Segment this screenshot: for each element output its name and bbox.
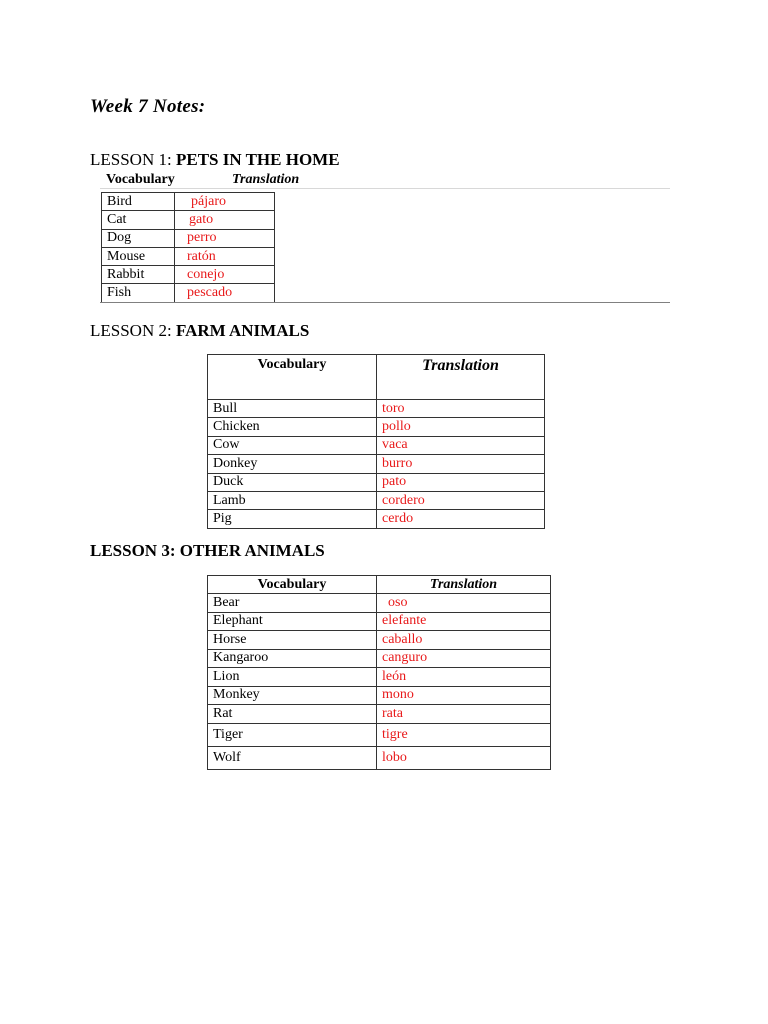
translation-cell: lobo — [377, 746, 551, 769]
translation-cell: vaca — [377, 436, 545, 454]
table-row — [208, 594, 551, 613]
vocab-cell: Monkey — [208, 686, 377, 705]
lesson1-col-translation: Translation — [232, 172, 300, 187]
lesson2-table — [207, 354, 545, 529]
table-row — [208, 746, 551, 769]
vocab-cell: Donkey — [208, 455, 377, 473]
table-row — [208, 491, 545, 509]
table-row — [208, 686, 551, 705]
table-row — [208, 612, 551, 631]
vocab-cell: Lion — [208, 668, 377, 687]
vocab-cell: Mouse — [102, 247, 175, 265]
translation-cell: canguro — [377, 649, 551, 668]
translation-cell: león — [377, 668, 551, 687]
vocab-cell: Duck — [208, 473, 377, 491]
table-row — [208, 723, 551, 746]
table-row — [208, 455, 545, 473]
translation-cell: pato — [377, 473, 545, 491]
table-row — [208, 473, 545, 491]
lesson1-bottom-rule — [100, 302, 670, 303]
translation-cell: cordero — [377, 491, 545, 509]
vocab-cell: Bull — [208, 400, 377, 418]
table-row — [102, 266, 275, 284]
translation-cell: pollo — [377, 418, 545, 436]
vocab-cell: Bear — [208, 594, 377, 613]
lesson3-table — [207, 575, 551, 770]
translation-cell: gato — [175, 211, 275, 229]
vocab-cell: Cow — [208, 436, 377, 454]
translation-cell: elefante — [377, 612, 551, 631]
translation-cell: toro — [377, 400, 545, 418]
table-row — [208, 400, 545, 418]
table-row — [102, 193, 275, 211]
lesson2-col-translation: Translation — [377, 355, 545, 400]
table-row — [208, 705, 551, 724]
translation-cell: mono — [377, 686, 551, 705]
table-row — [102, 229, 275, 247]
lesson1-col-vocabulary: Vocabulary — [106, 172, 175, 187]
lesson3-col-translation: Translation — [377, 576, 551, 594]
translation-cell: tigre — [377, 723, 551, 746]
lesson2-prefix: LESSON 2: — [90, 321, 172, 340]
lesson3-heading: LESSON 3: OTHER ANIMALS — [90, 541, 325, 560]
translation-cell: perro — [175, 229, 275, 247]
translation-cell: caballo — [377, 631, 551, 650]
vocab-cell: Kangaroo — [208, 649, 377, 668]
translation-cell: oso — [377, 594, 551, 613]
vocab-cell: Bird — [102, 193, 175, 211]
table-header-row — [208, 355, 545, 400]
lesson1-heading — [90, 150, 340, 170]
vocab-cell: Tiger — [208, 723, 377, 746]
lesson1-top-rule — [100, 188, 670, 189]
table-row — [102, 211, 275, 229]
lesson1-table — [101, 192, 275, 303]
table-row — [208, 510, 545, 528]
table-header-row — [208, 576, 551, 594]
lesson2-name: FARM ANIMALS — [175, 321, 310, 340]
table-row — [208, 649, 551, 668]
translation-cell: conejo — [175, 266, 275, 284]
lesson3-col-vocabulary: Vocabulary — [208, 576, 377, 594]
table-row — [208, 436, 545, 454]
translation-cell: pescado — [175, 284, 275, 302]
vocab-cell: Wolf — [208, 746, 377, 769]
vocab-cell: Elephant — [208, 612, 377, 631]
table-row — [208, 418, 545, 436]
vocab-cell: Lamb — [208, 491, 377, 509]
translation-cell: ratón — [175, 247, 275, 265]
vocab-cell: Dog — [102, 229, 175, 247]
lesson2-heading — [90, 321, 309, 341]
table-row — [208, 631, 551, 650]
table-row — [102, 247, 275, 265]
lesson2-col-vocabulary: Vocabulary — [208, 355, 377, 400]
lesson1-prefix: LESSON 1: — [90, 150, 172, 169]
table-row — [208, 668, 551, 687]
vocab-cell: Rat — [208, 705, 377, 724]
lesson1-name: PETS IN THE HOME — [175, 150, 340, 169]
translation-cell: burro — [377, 455, 545, 473]
vocab-cell: Cat — [102, 211, 175, 229]
table-row — [102, 284, 275, 302]
translation-cell: rata — [377, 705, 551, 724]
vocab-cell: Fish — [102, 284, 175, 302]
translation-cell: pájaro — [175, 193, 275, 211]
week-title: Week 7 Notes: — [90, 96, 206, 117]
translation-cell: cerdo — [377, 510, 545, 528]
vocab-cell: Horse — [208, 631, 377, 650]
vocab-cell: Pig — [208, 510, 377, 528]
vocab-cell: Rabbit — [102, 266, 175, 284]
vocab-cell: Chicken — [208, 418, 377, 436]
